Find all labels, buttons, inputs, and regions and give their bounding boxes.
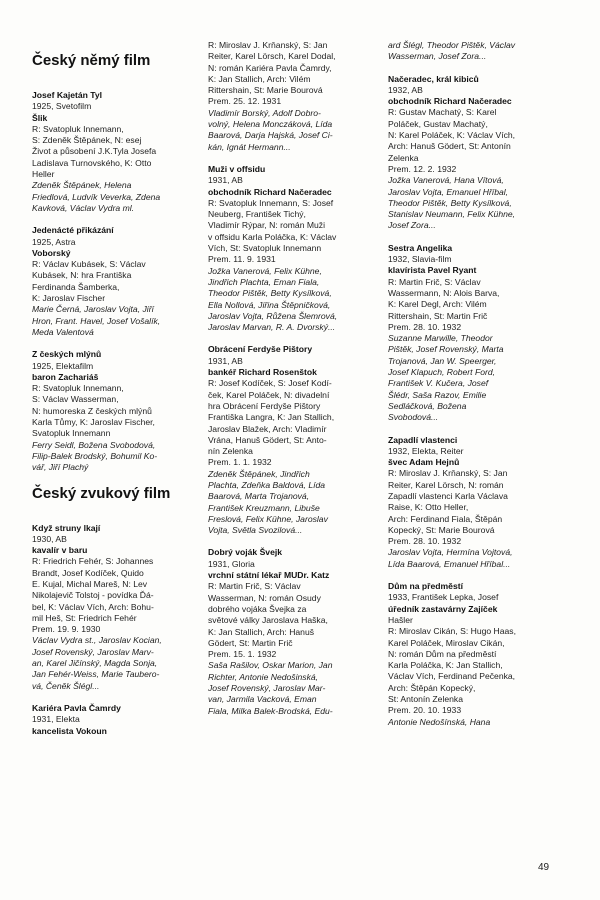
credit-line: Arch: Štěpán Kopecký, [388, 682, 476, 693]
film-year-studio: 1933, František Lepka, Josef [388, 592, 499, 603]
column-2 [208, 40, 380, 728]
cast-line: Ferry Seidl, Božena Svobodová, [32, 439, 156, 450]
credit-line: Zelenka [388, 152, 419, 163]
credit-line: N: humoreska Z českých mlýnů [32, 405, 152, 416]
film-role: Šlik [32, 112, 48, 123]
film-title: Obrácení Ferdyše Pištory [208, 344, 313, 355]
film-role: obchodník Richard Načeradec [388, 96, 512, 107]
cast-line: Theodor Pištěk, Betty Kysílková, [208, 288, 332, 299]
credit-line: Prem. 20. 10. 1933 [388, 705, 462, 716]
credit-line: Kopecký, St: Marie Bourová [388, 524, 495, 535]
film-year-studio: 1925, Elektafilm [32, 360, 94, 371]
cast-line: Trojanová, Jan W. Speerger, [388, 355, 497, 366]
cast-line: kán, Ignát Hermann... [208, 141, 291, 152]
film-list-col3 [388, 40, 568, 728]
film-entry [388, 435, 568, 571]
cast-line: Josef Zora... [388, 220, 436, 231]
credit-line: E. Kujal, Michal Mareš, N: Lev [32, 578, 148, 589]
film-list-sound [32, 523, 204, 737]
cast-line: Jaroslav Marvan, R. A. Dvorský... [208, 322, 336, 333]
film-year-studio: 1932, Elekta, Reiter [388, 445, 464, 456]
credit-line: Hašler [388, 614, 413, 625]
film-year-studio: 1932, AB [388, 84, 423, 95]
film-role: vrchní státní lékař MUDr. Katz [208, 570, 330, 581]
credit-line: Františka Langra, K: Jan Stallich, [208, 412, 335, 423]
film-year-studio: 1932, Slavia-film [388, 254, 452, 265]
credit-line: Vích, St: Svatopluk Innemann [208, 243, 322, 254]
film-title: Z českých mlýnů [32, 349, 102, 360]
film-title: Jedenácté přikázání [32, 225, 114, 236]
cast-line: Vojta, Světla Svozilová... [208, 525, 303, 536]
film-title: Dům na předměstí [388, 581, 463, 592]
credit-line: Václav Vích, Ferdinand Pečenka, [388, 671, 516, 682]
cast-line: Josef Rovenský, Jaroslav Mar- [208, 683, 326, 694]
credit-line: S: Václav Wasserman, [32, 394, 119, 405]
credit-line: K: Karel Degl, Arch: Vilém [388, 299, 487, 310]
credit-line: ček, Karel Poláček, N: divadelní [208, 389, 330, 400]
cast-line: Jaroslav Vojta, Růžena Šlemrová, [208, 310, 338, 321]
credit-line: R: Gustav Machatý, S: Karel [388, 107, 497, 118]
cast-line: Hron, Frant. Havel, Josef Vošalík, [32, 315, 161, 326]
credit-line: Heller [32, 169, 55, 180]
cast-line: volný, Helena Monczáková, Lída [208, 119, 333, 130]
film-entry [32, 90, 204, 214]
cast-line: Marie Černá, Jaroslav Vojta, Jiří [32, 304, 154, 315]
credit-line: R: Miroslav Cikán, S: Hugo Haas, [388, 626, 516, 637]
cast-line: Kavková, Václav Vydra ml. [32, 202, 135, 213]
cast-line: Jan Fehér-Weiss, Marie Taubero- [32, 669, 160, 680]
film-year-studio: 1931, Elekta [32, 714, 80, 725]
cast-line: van, Jarmila Vacková, Eman [208, 694, 317, 705]
cast-line: Antonie Nedošínská, Hana [388, 716, 491, 727]
cast-line: Filip-Balek Brodský, Bohumil Ko- [32, 450, 158, 461]
credit-line: Karla Poláčka, K: Jan Stallich, [388, 660, 503, 671]
film-role: klavírista Pavel Ryant [388, 265, 477, 276]
credit-line: R: Martin Frič, S: Václav [208, 581, 301, 592]
cast-line: ard Šlégl, Theodor Pištěk, Václav [388, 40, 516, 50]
credit-line: dobrého vojáka Švejka za [208, 603, 307, 614]
film-title: Když struny lkají [32, 522, 101, 533]
cast-line: Pištěk, Josef Rovenský, Marta [388, 344, 504, 355]
credit-line: Poláček, Gustav Machatý, [388, 118, 488, 129]
column-3 [388, 40, 568, 739]
credit-line: Prem. 15. 1. 1932 [208, 649, 277, 660]
cast-line: Wasserman, Josef Zora... [388, 51, 487, 62]
film-entry [208, 40, 380, 153]
cast-line: Vladimír Borský, Adolf Dobro- [208, 107, 321, 118]
credit-line: R: Svatopluk Innemann, S: Josef [208, 197, 334, 208]
film-title: Josef Kajetán Tyl [32, 90, 103, 100]
film-year-studio: 1931, AB [208, 175, 243, 186]
credit-line: Vladimír Rýpar, N: román Muži [208, 220, 326, 231]
film-title: Muži v offsidu [208, 163, 266, 174]
credit-line: St: Antonín Zelenka [388, 694, 464, 705]
credit-line: Prem. 28. 10. 1932 [388, 536, 462, 547]
credit-line: Nikolajevič Tolstoj - povídka Ďá- [32, 590, 154, 601]
cast-line: Šlédr, Saša Razov, Emilie [388, 389, 487, 400]
credit-line: Prem. 12. 2. 1932 [388, 163, 457, 174]
credit-line: R: Miroslav J. Krňanský, S: Jan [208, 40, 328, 50]
page-number: 49 [538, 862, 550, 873]
cast-line: Baarová, Marta Trojanová, [208, 491, 310, 502]
cast-line: Baarová, Darja Hajská, Josef Ci- [208, 130, 333, 141]
credit-line: Neuberg, František Tichý, [208, 209, 306, 220]
credit-line: R: Václav Kubásek, S: Václav [32, 259, 146, 270]
column-1 [32, 40, 204, 748]
film-entry [388, 40, 568, 63]
credit-line: Wassermann, N: Alois Barva, [388, 287, 500, 298]
credit-line: Rittershain, St: Martin Frič [388, 310, 488, 321]
credit-line: Prem. 11. 9. 1931 [208, 254, 276, 265]
credit-line: bel, K: Václav Vích, Arch: Bohu- [32, 601, 154, 612]
section-title-silent: Český němý film [32, 52, 151, 69]
credit-line: Prem. 1. 1. 1932 [208, 457, 272, 468]
cast-line: Friedlová, Ludvík Veverka, Zdena [32, 191, 161, 202]
film-year-studio: 1931, Gloria [208, 558, 255, 569]
credit-line: Prem. 28. 10. 1932 [388, 321, 462, 332]
credit-line: Život a působení J.K.Tyla Josefa [32, 146, 157, 157]
cast-line: Theodor Pištěk, Betty Kysílková, [388, 197, 512, 208]
film-entry [32, 225, 204, 338]
credit-line: K: Jan Stallich, Arch: Vilém [208, 73, 311, 84]
credit-line: nín Zelenka [208, 446, 253, 457]
credit-line: N: román Dům na předměstí [388, 648, 497, 659]
credit-line: Vrána, Hanuš Gödert, St: Anto- [208, 434, 327, 445]
cast-line: Jožka Vanerová, Hana Vítová, [388, 175, 504, 186]
film-list-silent [32, 90, 204, 474]
credit-line: Rittershain, St: Marie Bourová [208, 85, 323, 96]
credit-line: Kubásek, N: hra Františka [32, 270, 132, 281]
cast-line: Sedláčková, Božena [388, 400, 467, 411]
film-role: švec Adam Hejnů [388, 457, 460, 468]
cast-line: Freslová, Felix Kühne, Jaroslav [208, 513, 328, 524]
section-title-sound: Český zvukový film [32, 484, 171, 502]
credit-line: Raise, K: Otto Heller, [388, 502, 469, 513]
cast-line: an, Karel Jičínský, Magda Sonja, [32, 658, 158, 669]
credit-line: N: Karel Poláček, K: Václav Vích, [388, 130, 516, 141]
film-entry [32, 349, 204, 473]
film-role: obchodník Richard Načeradec [208, 186, 332, 197]
cast-line: František Kreuzmann, Libuše [208, 502, 320, 513]
credit-line: Reiter, Karel Lörsch, Karel Dodal, [208, 51, 336, 62]
credit-line: R: Friedrich Fehér, S: Johannes [32, 556, 154, 567]
film-role: Voborský [32, 247, 71, 258]
film-entry [208, 547, 380, 716]
credit-line: Prem. 19. 9. 1930 [32, 624, 101, 635]
cast-line: Václav Vydra st., Jaroslav Kocian, [32, 635, 162, 646]
film-entry [208, 344, 380, 536]
credit-line: Wasserman, N: román Osudy [208, 592, 321, 603]
film-entry [208, 164, 380, 333]
cast-line: Suzanne Marwille, Theodor [388, 333, 493, 344]
credit-line: R: Svatopluk Innemann, [32, 383, 124, 394]
cast-line: Ella Nollová, Jiřina Štěpničková, [208, 299, 331, 310]
cast-line: Saša Rašilov, Oskar Marion, Jan [208, 660, 333, 671]
credit-line: Arch: Hanuš Gödert, St: Antonín [388, 141, 511, 152]
credit-line: Prem. 25. 12. 1931 [208, 96, 282, 107]
cast-line: Richter, Antonie Nedošinská, [208, 671, 319, 682]
cast-line: Jindřich Plachta, Eman Fiala, [208, 276, 320, 287]
credit-line: N: román Kariéra Pavla Čamrdy, [208, 62, 332, 73]
cast-line: Jaroslav Vojta, Hermína Vojtová, [388, 547, 513, 558]
credit-line: hra Obrácení Ferdyše Pištory [208, 400, 321, 411]
credit-line: R: Josef Kodíček, S: Josef Kodí- [208, 378, 332, 389]
cast-line: Svobodová... [388, 412, 439, 423]
film-entry [388, 74, 568, 232]
film-year-studio: 1930, AB [32, 533, 67, 544]
cast-line: František V. Kučera, Josef [388, 378, 489, 389]
credit-line: Svatopluk Innemann [32, 428, 111, 439]
film-entry [388, 243, 568, 424]
credit-line: R: Miroslav J. Krňanský, S: Jan [388, 468, 508, 479]
cast-line: Zdeněk Štěpánek, Jindřich [208, 468, 310, 479]
film-year-studio: 1925, Svetofilm [32, 101, 92, 112]
film-list-col2 [208, 40, 380, 717]
credit-line: Arch: Ferdinand Fiala, Štěpán [388, 513, 503, 524]
credit-line: Jaroslav Blažek, Arch: Vladimír [208, 423, 327, 434]
cast-line: Fiala, Milka Balek-Brodská, Edu- [208, 705, 333, 716]
cast-line: vář, Jiří Plachý [32, 462, 89, 473]
cast-line: vá, Čeněk Šlégl... [32, 680, 100, 691]
credit-line: Karel Poláček, Miroslav Cikán, [388, 637, 505, 648]
credit-line: R: Martin Frič, S: Václav [388, 276, 481, 287]
film-title: Kariéra Pavla Čamrdy [32, 702, 121, 713]
credit-line: Reiter, Karel Lörsch, N: román [388, 479, 504, 490]
film-role: baron Zachariáš [32, 371, 99, 382]
film-entry [32, 523, 204, 692]
film-title: Dobrý voják Švejk [208, 547, 283, 558]
credit-line: Karla Tůmy, K: Jaroslav Fischer, [32, 417, 155, 428]
film-entry [32, 703, 204, 737]
film-title: Načeradec, král kibiců [388, 73, 479, 84]
credit-line: Brandt, Josef Kodíček, Quido [32, 567, 144, 578]
cast-line: Jaroslav Vojta, Emanuel Hříbal, [388, 186, 509, 197]
film-role: bankéř Richard Rosenštok [208, 367, 317, 378]
credit-line: v offsidu Karla Poláčka, K: Václav [208, 231, 337, 242]
film-title: Zapadlí vlastenci [388, 434, 458, 445]
cast-line: Zdeněk Štěpánek, Helena [32, 180, 132, 191]
cast-line: Meda Valentová [32, 326, 94, 337]
cast-line: Jožka Vanerová, Felix Kühne, [208, 265, 322, 276]
credit-line: mil Heš, St: Friedrich Fehér [32, 612, 137, 623]
film-role: úředník zastavárny Zajíček [388, 603, 498, 614]
credit-line: R: Svatopluk Innemann, [32, 123, 124, 134]
cast-line: Josef Klapuch, Robert Ford, [388, 367, 495, 378]
credit-line: S: Zdeněk Štěpánek, N: esej [32, 135, 142, 146]
film-year-studio: 1925, Astra [32, 236, 76, 247]
cast-line: Josef Rovenský, Jaroslav Marv- [32, 646, 154, 657]
film-role: kancelista Vokoun [32, 725, 107, 736]
cast-line: Lída Baarová, Emanuel Hříbal... [388, 558, 511, 569]
credit-line: K: Jan Stallich, Arch: Hanuš [208, 626, 315, 637]
cast-line: Plachta, Zdeňka Baldová, Lída [208, 479, 326, 490]
credit-line: Gödert, St: Martin Frič [208, 637, 293, 648]
credit-line: světové války Jaroslava Haška, [208, 615, 328, 626]
credit-line: Ladislava Turnovského, K: Otto [32, 157, 152, 168]
credit-line: Ferdinanda Šamberka, [32, 281, 120, 292]
cast-line: Stanislav Neumann, Felix Kühne, [388, 209, 516, 220]
film-title: Sestra Angelika [388, 242, 453, 253]
credit-line: K: Jaroslav Fischer [32, 293, 106, 304]
film-role: kavalír v baru [32, 545, 88, 556]
credit-line: Zapadlí vlastenci Karla Václava [388, 490, 508, 501]
film-entry [388, 581, 568, 728]
film-year-studio: 1931, AB [208, 355, 243, 366]
